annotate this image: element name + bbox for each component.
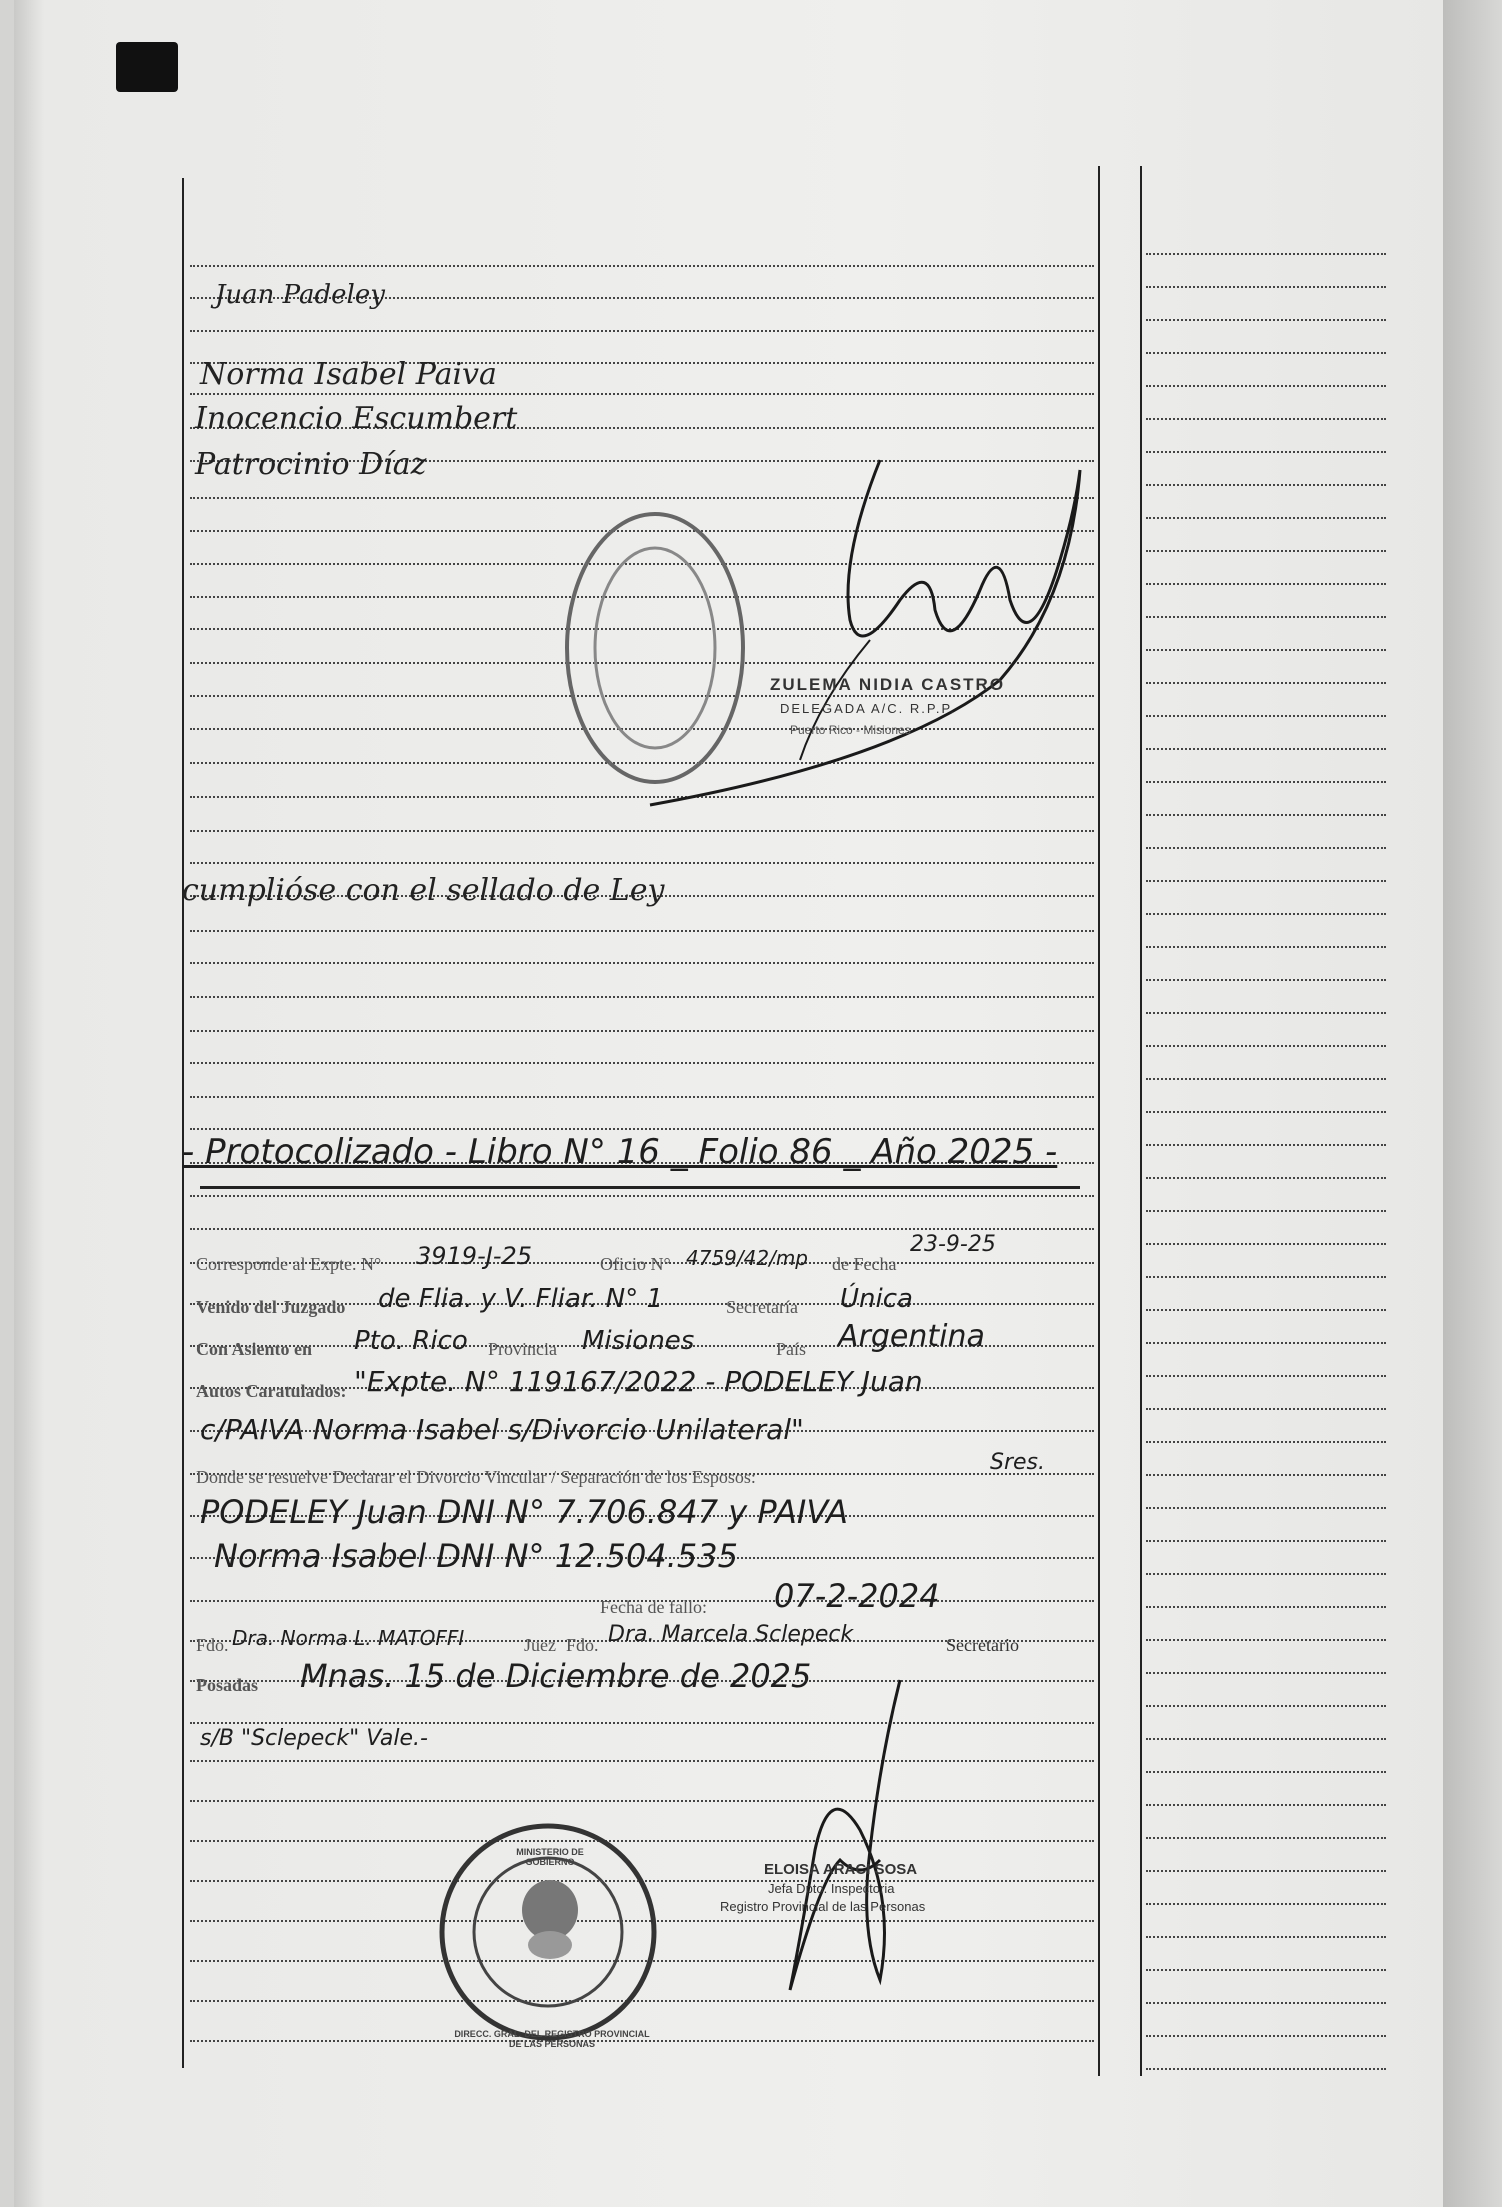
label-asiento: Con Asiento en xyxy=(196,1339,313,1359)
value-juzgado: de Flia. y V. Fliar. N° 1 xyxy=(378,1284,664,1314)
value-expte: 3919-J-25 xyxy=(416,1242,533,1270)
value-resuelve-suffix: Sres. xyxy=(990,1450,1045,1475)
stamp-2-title: Jefa Dpto. Inspectoria xyxy=(768,1881,895,1896)
value-oficio: 4759/42/mp xyxy=(686,1246,809,1270)
value-secretario: Dra. Marcela Sclepeck xyxy=(608,1622,854,1647)
stamp-1-place: Puerto Rico - Misiones xyxy=(790,723,911,737)
label-resuelve: Donde se resuelve Declarar el Divorcio Vincular / Separación de los Esposos: xyxy=(196,1467,756,1487)
label-oficio: Oficio N° xyxy=(600,1254,671,1274)
signature-line-4: Patrocinio Díaz xyxy=(195,447,427,482)
value-pais: Argentina xyxy=(838,1319,985,1354)
stamp-1-name: ZULEMA NIDIA CASTRO xyxy=(770,675,1006,694)
stamp-1-title: DELEGADA A/C. R.P.P. xyxy=(780,701,957,716)
seal-2-ring-text: DIRECC. GRAL. DEL REGISTRO PROVINCIAL DE LAS PERSONAS xyxy=(454,2029,650,2049)
label-fallo: Fecha de fallo: xyxy=(600,1597,707,1617)
label-secretario: Secretario xyxy=(946,1635,1019,1655)
signature-line-2: Norma Isabel Paiva xyxy=(200,357,497,392)
label-fdo-secretario: Fdo. xyxy=(566,1635,599,1655)
label-secretaria: Secretaría xyxy=(726,1297,798,1317)
value-autos-1: "Expte. N° 119167/2022 - PODELEY Juan xyxy=(354,1365,923,1398)
label-juez: Juez xyxy=(524,1635,556,1655)
label-juzgado: Venido del Juzgado xyxy=(196,1297,346,1317)
seal-2-emblem-base xyxy=(528,1931,572,1959)
value-asiento: Pto. Rico xyxy=(354,1326,468,1356)
signature-line-3: Inocencio Escumbert xyxy=(195,401,518,436)
value-juez: Dra. Norma L. MATOFFI xyxy=(232,1626,465,1650)
seal-2-inner-text: MINISTERIO DE GOBIERNO xyxy=(516,1847,584,1867)
value-fallo: 07-2-2024 xyxy=(774,1577,940,1615)
value-nota: s/B "Sclepeck" Vale.- xyxy=(200,1726,428,1751)
value-fecha: 23-9-25 xyxy=(910,1232,996,1257)
protocol-line: - Protocolizado - Libro N° 16 _ Folio 86 _ Año 2025 - xyxy=(182,1132,1058,1172)
label-pais: País xyxy=(776,1339,807,1359)
label-autos: Autos Caratulados: xyxy=(196,1381,347,1401)
stamp-2-name: ELOISA ARACI SOSA xyxy=(764,1861,918,1878)
value-autos-2: c/PAIVA Norma Isabel s/Divorcio Unilateral" xyxy=(200,1413,804,1446)
stamp-2-org: Registro Provincial de las Personas xyxy=(720,1899,926,1914)
signature-line-1: Juan Padeley xyxy=(215,280,385,310)
label-expte: Corresponde al Expte. N° xyxy=(196,1254,382,1274)
value-esposos-2: Norma Isabel DNI N° 12.504.535 xyxy=(214,1537,738,1575)
label-provincia: Provincia xyxy=(488,1339,557,1359)
label-fdo-juez: Fdo. xyxy=(196,1635,229,1655)
signature-2-scribble xyxy=(790,1680,900,1990)
value-provincia: Misiones xyxy=(582,1326,695,1356)
sellado-note: cumplióse con el sellado de Ley xyxy=(182,873,665,908)
value-posadas: Mnas. 15 de Diciembre de 2025 xyxy=(300,1657,812,1695)
label-fecha: de Fecha xyxy=(832,1254,897,1274)
label-posadas: Posadas xyxy=(196,1675,259,1695)
value-esposos-1: PODELEY Juan DNI N° 7.706.847 y PAIVA xyxy=(200,1493,848,1531)
value-secretaria: Única xyxy=(840,1284,913,1314)
